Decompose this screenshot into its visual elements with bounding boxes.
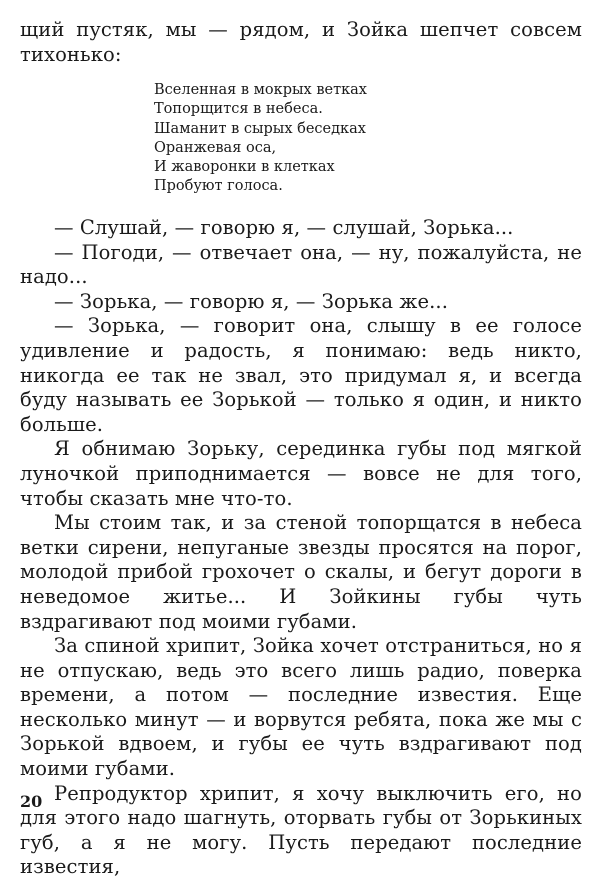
poem-line: Оранжевая оса, [154,139,277,156]
paragraph: Я обнимаю Зорьку, серединка губы под мягкой луночкой приподнимается — вовсе не для того, чтобы сказать мне что-то. [20,437,582,510]
poem-line: Пробуют голоса. [154,178,283,195]
page-number: 20 [20,792,43,811]
paragraph: — Зорька, — говорит она, слышу в ее голосе удивление и радость, я понимаю: ведь никто, никогда ее так не звал, это придумал я, и всегда буду называть ее Зорькой — только я один, и никто больше. [20,314,582,436]
paragraph: — Зорька, — говорю я, — Зорька же... [54,289,448,313]
intro-paragraph: щий пустяк, мы — рядом, и Зойка шепчет совсем тихонько: [20,18,582,66]
main-text [20,216,582,880]
paragraph: Мы стоим так, и за стеной топорщатся в небеса ветки сирени, непуганые звезды просятся на порог, молодой прибой грохочет о скалы, и бегут дороги в неведомое житье... И Зойкины губы чуть вздрагивают под моими губами. [20,511,582,633]
poem-line: Шаманит в сырых беседках [154,120,366,137]
poem-line: Топорщится в небеса. [154,101,323,118]
poem-stanza [154,81,367,197]
paragraph: За спиной хрипит, Зойка хочет отстраниться, но я не отпускаю, ведь это всего лишь радио, поверка времени, а потом — последние известия. Еще несколько минут — и ворвутся ребята, пока же мы с Зорькой вдвоем, и губы ее чуть вздрагивают под моими губами. [20,634,582,781]
poem-line: И жаворонки в клетках [154,159,335,176]
intro-text [20,18,582,67]
paragraph: Репродуктор хрипит, я хочу выключить его, но для этого надо шагнуть, оторвать губы от Зорькиных губ, а я не могу. Пусть передают последние известия, [20,781,582,879]
paragraph: — Погоди, — отвечает она, — ну, пожалуйста, не надо... [20,240,582,289]
poem-line: Вселенная в мокрых ветках [154,82,367,98]
paragraph: — Слушай, — говорю я, — слушай, Зорька... [54,216,514,239]
